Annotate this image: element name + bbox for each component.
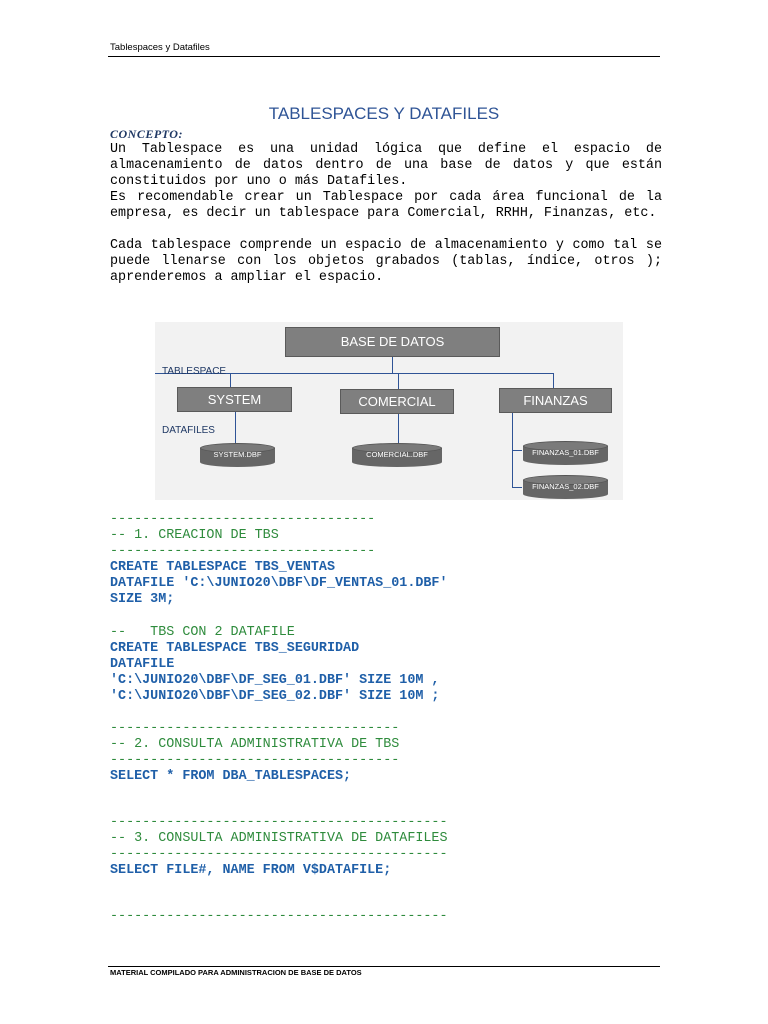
- page-footer: MATERIAL COMPILADO PARA ADMINISTRACION DE BASE DE DATOS: [110, 968, 362, 977]
- section-separator: ------------------------------------------: [110, 847, 448, 862]
- tablespace-comercial-box: COMERCIAL: [340, 389, 454, 414]
- section-3-title: -- 3. CONSULTA ADMINISTRATIVA DE DATAFILES: [110, 831, 448, 846]
- sql-line: CREATE TABLESPACE TBS_VENTAS: [110, 560, 335, 575]
- concept-paragraph-2: Es recomendable crear un Tablespace por cada área funcional de la empresa, es decir un tablespace para Comercial, RRHH, Finanzas, etc.: [110, 190, 662, 221]
- sql-line: DATAFILE 'C:\JUNIO20\DBF\DF_VENTAS_01.DBF': [110, 576, 448, 591]
- concept-paragraph-3: Cada tablespace comprende un espacio de almacenamiento y como tal se puede llenarse con los objetos grabados (tablas, índice, otros ); aprenderemos a ampliar el espacio.: [110, 238, 662, 285]
- connector: [512, 487, 522, 488]
- sql-line: SELECT * FROM DBA_TABLESPACES;: [110, 769, 352, 784]
- sql-line: 'C:\JUNIO20\DBF\DF_SEG_02.DBF' SIZE 10M ;: [110, 689, 440, 704]
- document-title: TABLESPACES Y DATAFILES: [268, 104, 500, 123]
- section-1-title: -- 1. CREACION DE TBS: [110, 528, 279, 543]
- header-rule: [108, 56, 660, 57]
- connector: [512, 450, 522, 451]
- sql-line: 'C:\JUNIO20\DBF\DF_SEG_01.DBF' SIZE 10M ,: [110, 673, 440, 688]
- concept-label: CONCEPTO:: [110, 127, 183, 141]
- tablespace-diagram: [155, 322, 623, 500]
- connector: [392, 357, 393, 373]
- tablespace-label: TABLESPACE: [162, 366, 227, 377]
- section-separator: ---------------------------------: [110, 544, 376, 559]
- section-separator: ------------------------------------------: [110, 815, 448, 830]
- database-box: BASE DE DATOS: [285, 327, 500, 357]
- connector: [553, 373, 554, 389]
- tablespace-system-box: SYSTEM: [177, 387, 292, 412]
- connector: [230, 373, 231, 387]
- section-separator: ------------------------------------: [110, 721, 400, 736]
- datafile-comercial: COMERCIAL.DBF: [352, 443, 442, 467]
- footer-rule: [108, 966, 660, 967]
- connector: [235, 412, 236, 444]
- page-header: Tablespaces y Datafiles: [110, 42, 210, 53]
- section-separator: ---------------------------------: [110, 512, 376, 527]
- connector: [398, 373, 399, 389]
- datafiles-label: DATAFILES: [162, 425, 215, 436]
- sql-line: SIZE 3M;: [110, 592, 175, 607]
- section-separator: ------------------------------------: [110, 753, 400, 768]
- connector: [398, 414, 399, 444]
- section-separator: ------------------------------------------: [110, 909, 448, 924]
- sql-line: SELECT FILE#, NAME FROM V$DATAFILE;: [110, 863, 392, 878]
- section-2-title: -- 2. CONSULTA ADMINISTRATIVA DE TBS: [110, 737, 400, 752]
- sql-line: CREATE TABLESPACE TBS_SEGURIDAD: [110, 641, 360, 656]
- sql-comment: -- TBS CON 2 DATAFILE: [110, 625, 295, 640]
- tablespace-finanzas-box: FINANZAS: [499, 388, 612, 413]
- concept-paragraph-1: Un Tablespace es una unidad lógica que define el espacio de almacenamiento de datos dentro de una base de datos y que están constituidos por uno o más Datafiles.: [110, 142, 662, 189]
- datafile-system: SYSTEM.DBF: [200, 443, 275, 467]
- datafile-finanzas-02: FINANZAS_02.DBF: [523, 475, 608, 499]
- sql-line: DATAFILE: [110, 657, 175, 672]
- datafile-finanzas-01: FINANZAS_01.DBF: [523, 441, 608, 465]
